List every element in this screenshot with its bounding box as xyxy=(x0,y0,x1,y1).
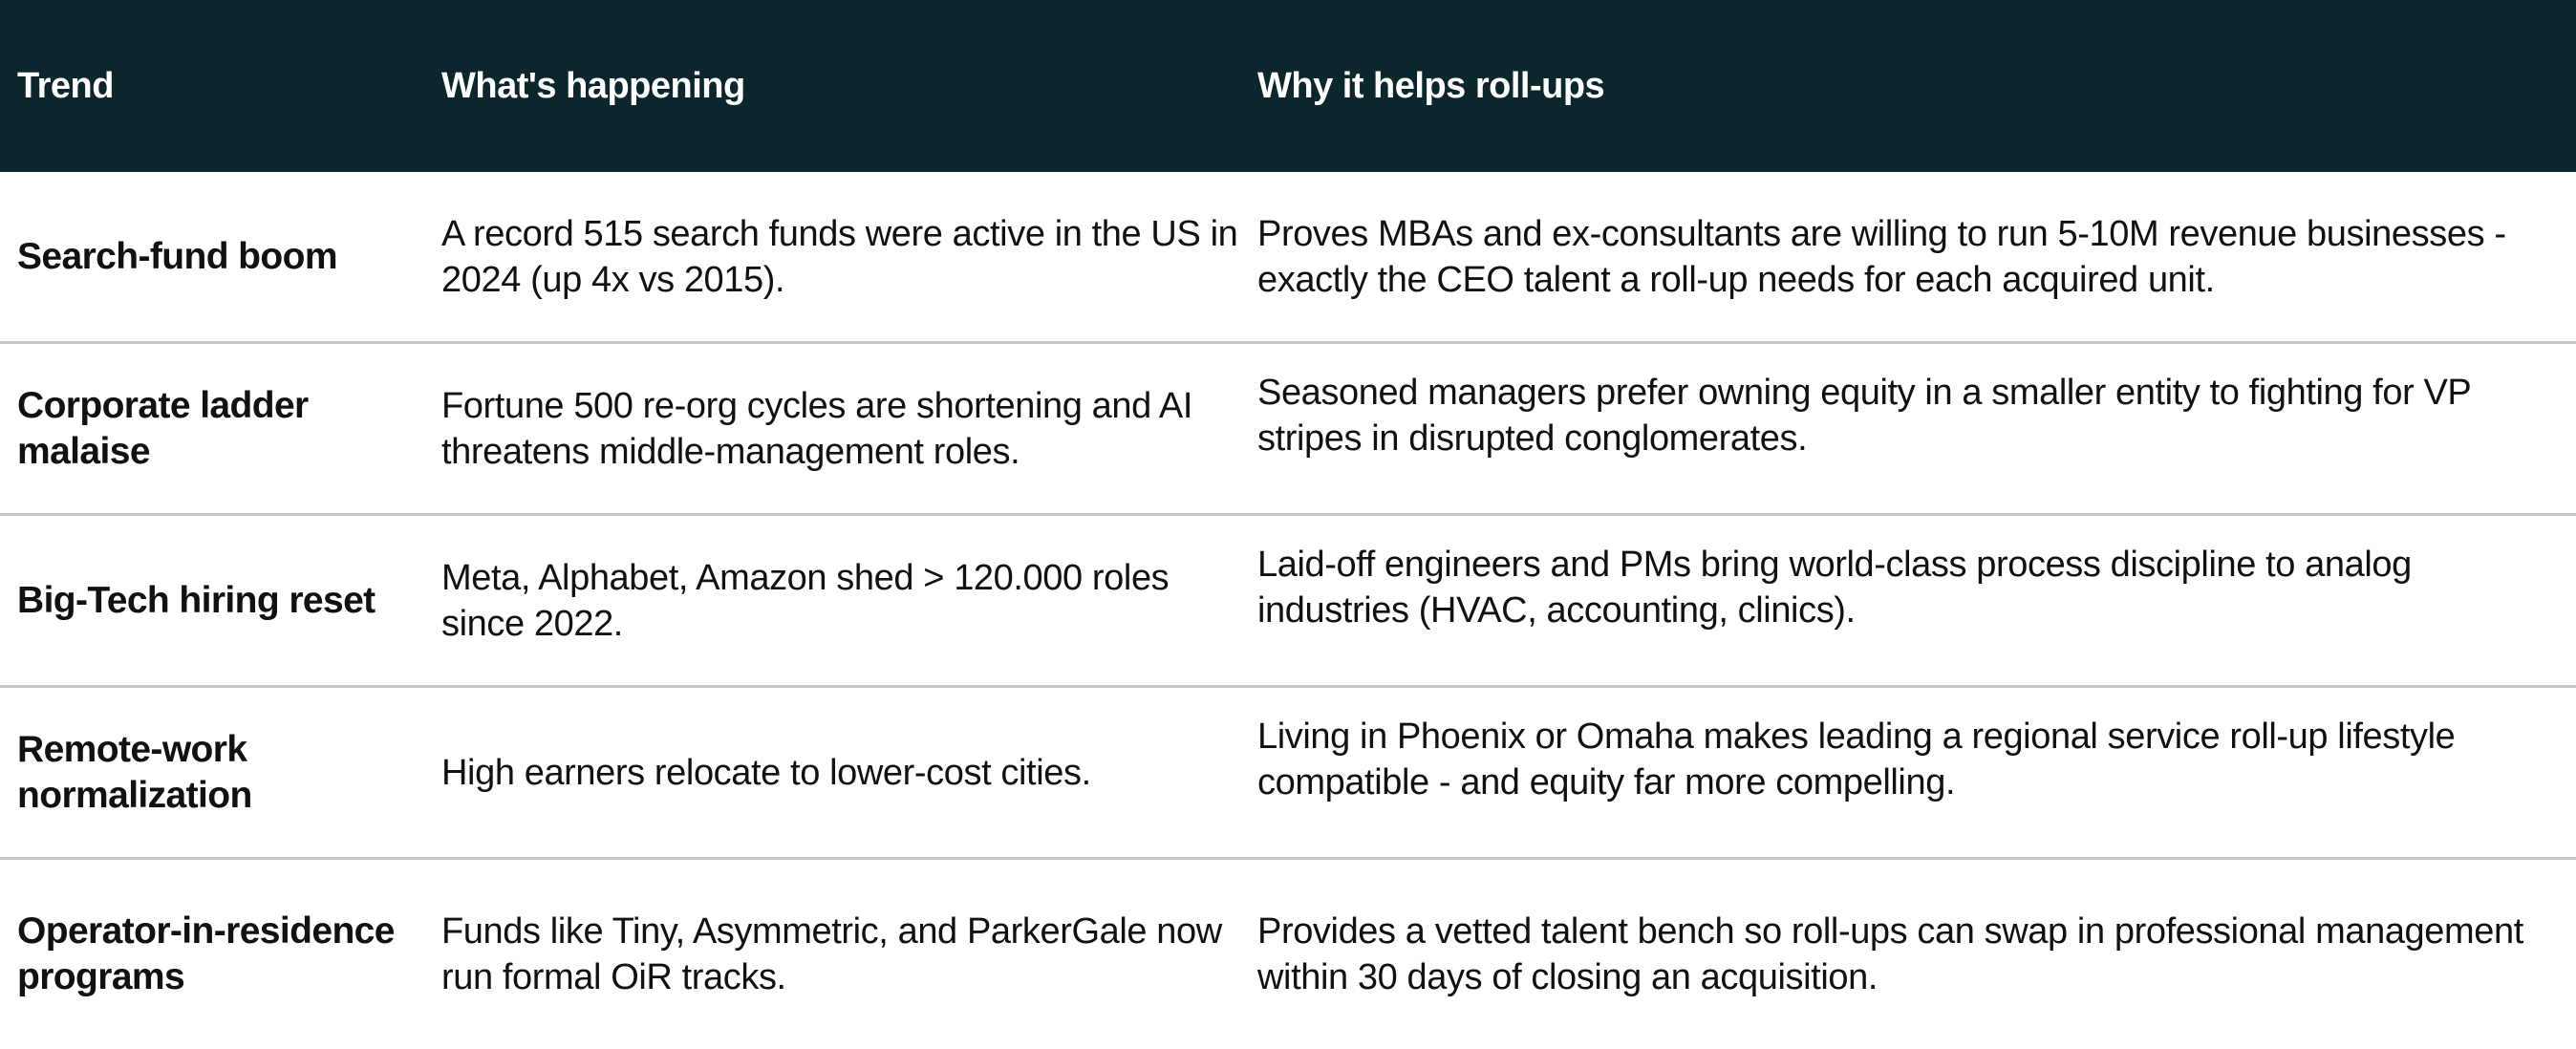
header-trend: Trend xyxy=(17,66,114,106)
trend-cell: Big-Tech hiring reset xyxy=(17,579,376,621)
why-cell: Provides a vetted talent bench so roll-ups can swap in professional management within 30 days of closing an acquisition. xyxy=(1257,911,2523,997)
why-cell: Seasoned managers prefer owning equity in a smaller entity to fighting for VP stripes in disrupted conglomerates. xyxy=(1257,372,2471,459)
happening-cell: Funds like Tiny, Asymmetric, and ParkerGale now run formal OiR tracks. xyxy=(441,911,1222,997)
header-whats-happening: What's happening xyxy=(441,66,745,106)
trend-cell: Remote-work normalization xyxy=(17,728,252,816)
header-why-it-helps: Why it helps roll-ups xyxy=(1257,66,1605,106)
table-row xyxy=(0,516,2576,688)
why-cell: Laid-off engineers and PMs bring world-class process discipline to analog industries (HVAC, accounting, clinics). xyxy=(1257,544,2412,631)
happening-cell: Fortune 500 re-org cycles are shortening and AI threatens middle-management roles. xyxy=(441,385,1192,472)
why-cell: Proves MBAs and ex-consultants are willing to run 5-10M revenue businesses - exactly the CEO talent a roll-up needs for each acquired unit. xyxy=(1257,213,2506,300)
happening-cell: High earners relocate to lower-cost cities. xyxy=(441,752,1091,793)
table-row xyxy=(0,860,2576,1049)
table-row xyxy=(0,172,2576,344)
happening-cell: Meta, Alphabet, Amazon shed > 120.000 roles since 2022. xyxy=(441,557,1170,644)
table-row xyxy=(0,688,2576,860)
table-header xyxy=(0,0,2576,172)
why-cell: Living in Phoenix or Omaha makes leading a regional service roll-up lifestyle compatible - and equity far more compelling. xyxy=(1257,716,2456,803)
trend-cell: Operator-in-residence programs xyxy=(17,910,395,997)
table-row xyxy=(0,344,2576,516)
happening-cell: A record 515 search funds were active in the US in 2024 (up 4x vs 2015). xyxy=(441,213,1238,300)
trend-cell: Corporate ladder malaise xyxy=(17,384,309,472)
trend-cell: Search-fund boom xyxy=(17,235,337,277)
